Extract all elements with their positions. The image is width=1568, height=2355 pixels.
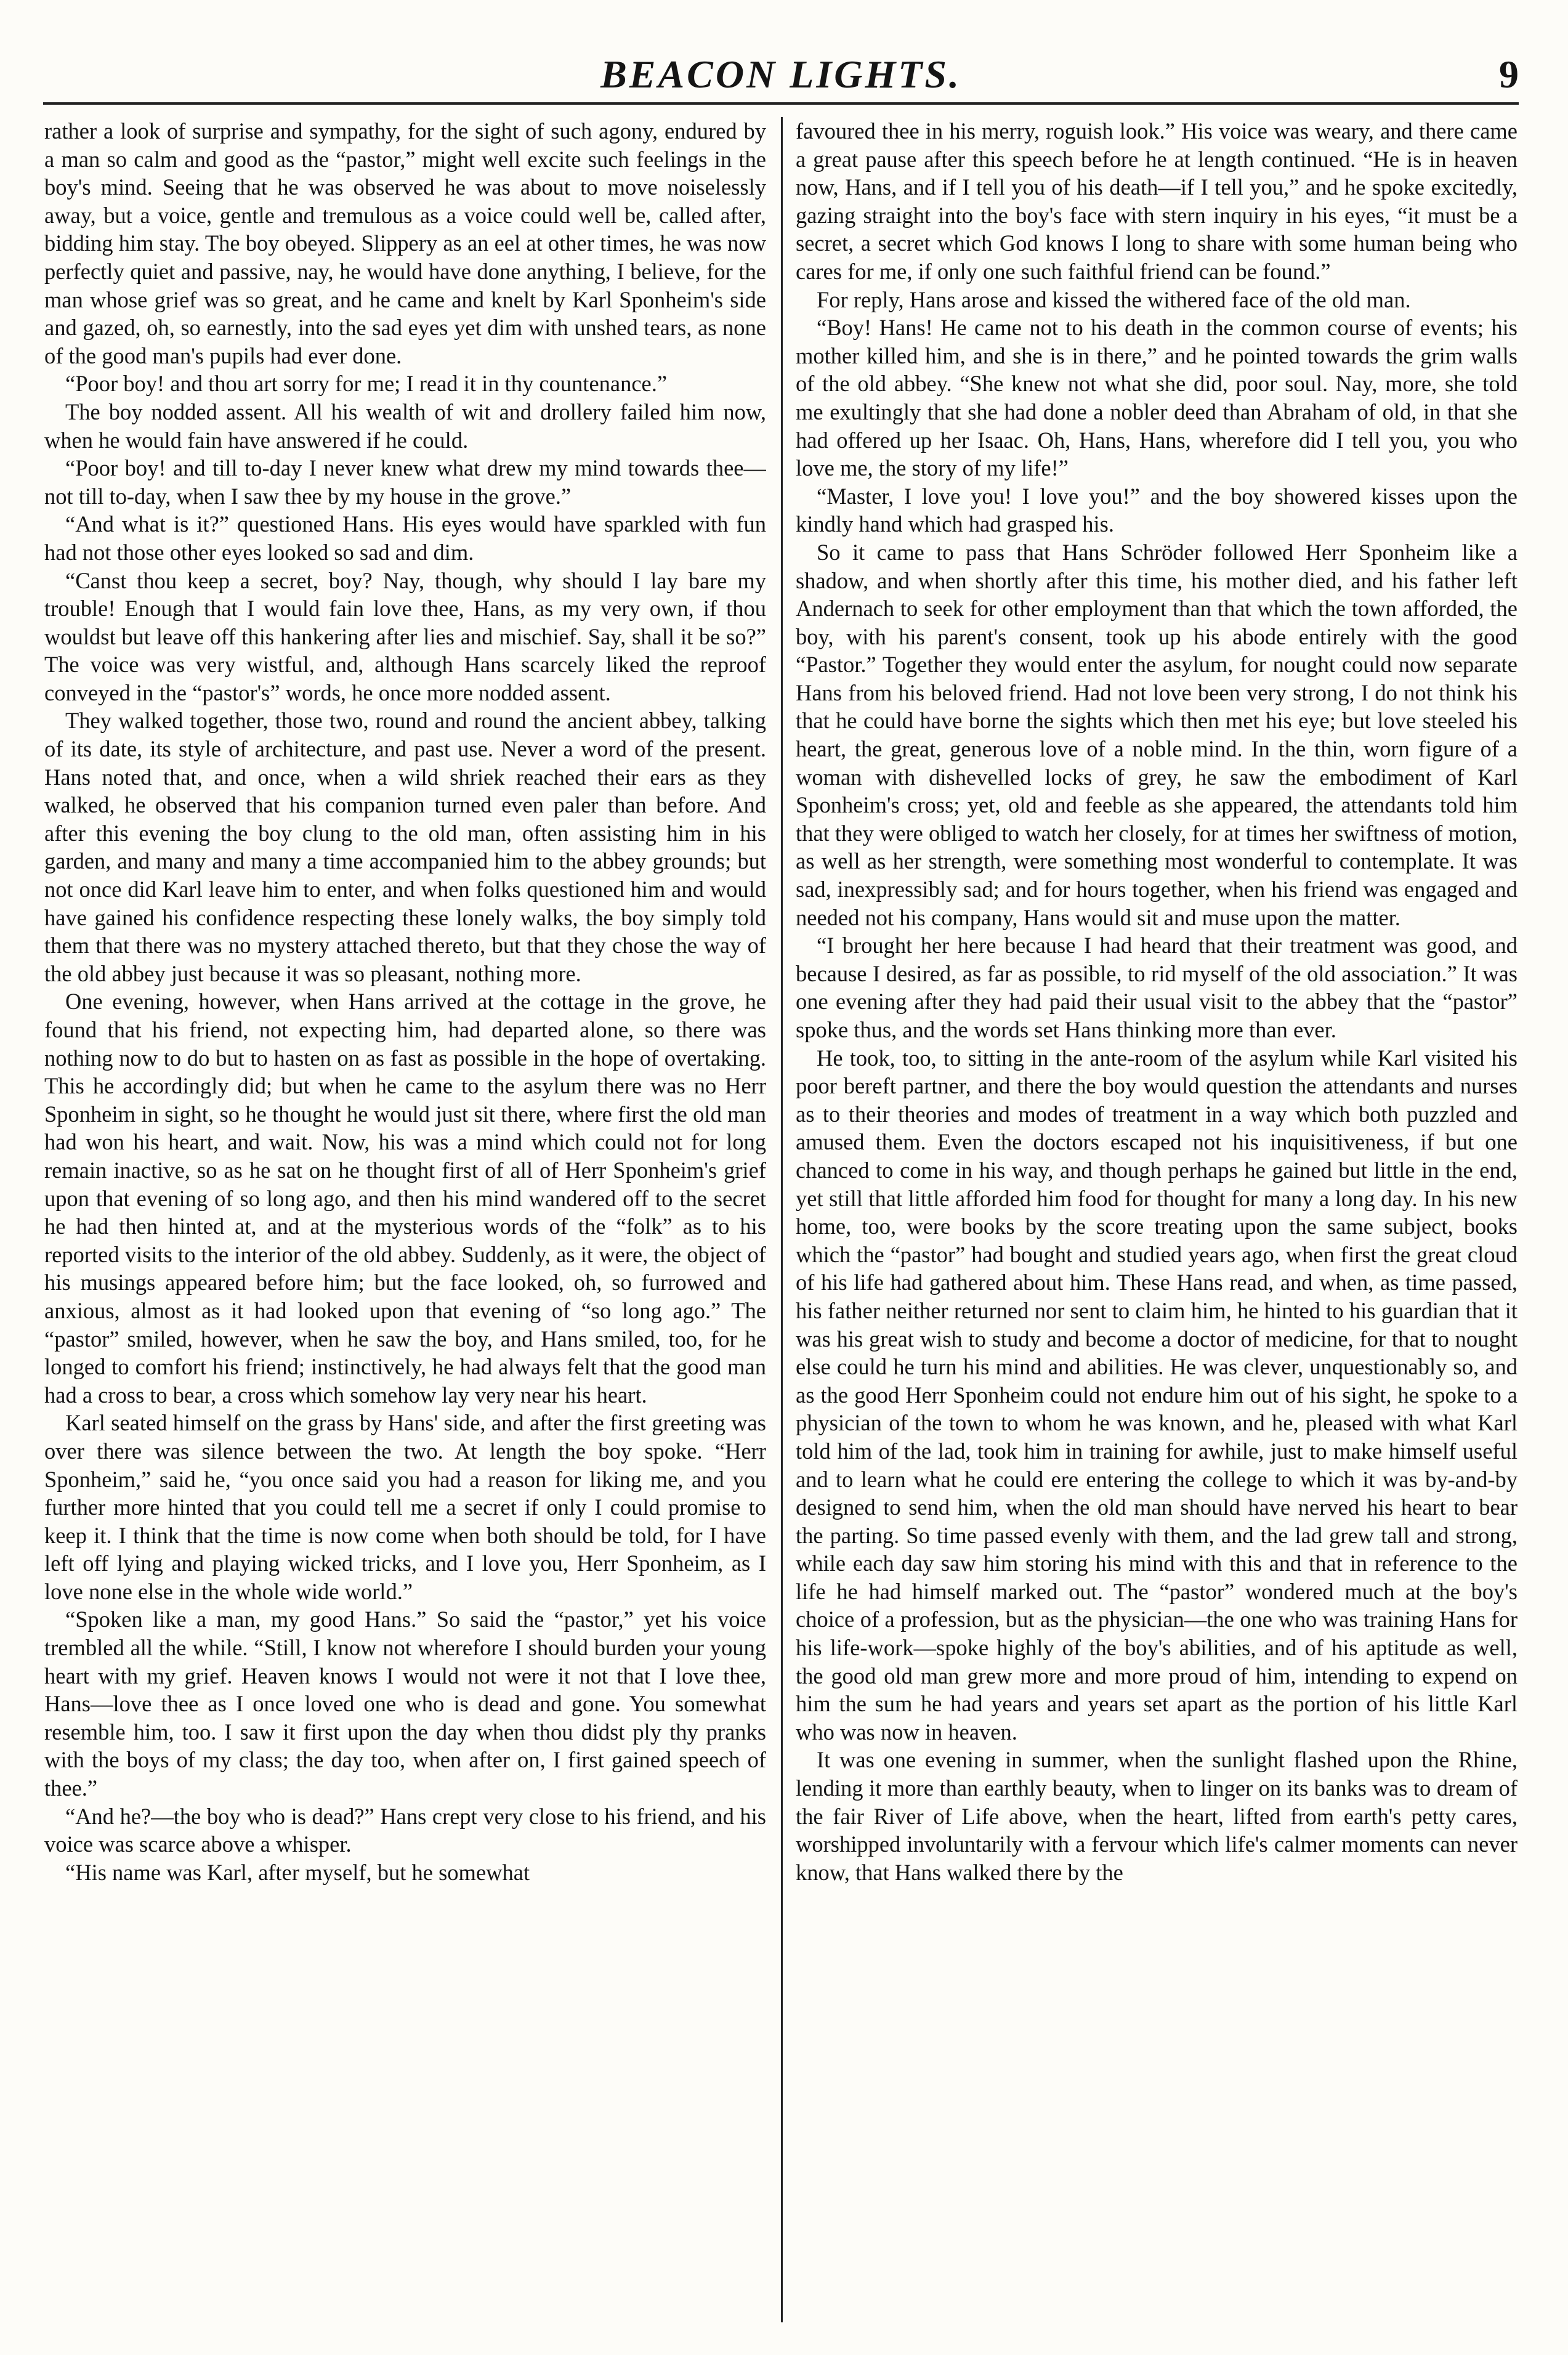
paragraph: He took, too, to sitting in the ante-room of the asylum while Karl visited his poor bereft partner, and there the boy would question the attendants and nurses as to their theories and modes of treatment in a way which both puzzled and amused them. Even the doctors escaped not his inquisitiveness, if but one chanced to come in his way, and though perhaps he gained but little in the end, yet still that little afforded him food for thought for many a long day. In his new home, too, were books by the score treating upon the same subject, books which the “pastor” had bought and studied years ago, when first the great cloud of his life had gathered about him. These Hans read, and when, as time passed, his father neither returned nor sent to claim him, he hinted to his guardian that it was his great wish to study and become a doctor of medicine, for that to nought else could he turn his mind and abilities. He was clever, unquestionably so, and as the good Herr Sponheim could not endure him out of his sight, he spoke to a physician of the town to whom he was known, and he, pleased with what Karl told him of the lad, took him in training for awhile, just to make himself useful and to learn what he could ere entering the college to which it was by-and-by designed to send him, when the old man should have nerved his heart to bear the parting. So time passed evenly with them, and the lad grew tall and strong, while each day saw him storing his mind with this and that in reference to the life he had himself marked out. The “pastor” wondered much at the boy's choice of a profession, but as the physician—the one who was training Hans for his life-work—spoke highly of the boy's abilities, and of his aptitude as well, the good old man grew more and more proud of him, intending to expend on him the sum he had years and years set apart as the portion of his little Karl who was now in heaven.	[796, 1045, 1517, 1745]
paragraph: “Poor boy! and thou art sorry for me; I read it in thy countenance.”	[65, 371, 668, 397]
left-column	[44, 117, 766, 2322]
paragraph: Karl seated himself on the grass by Hans' side, and after the first greeting was over there was silence between the two. At length the boy spoke. “Herr Sponheim,” said he, “you once said you had a reason for liking me, and you further more hinted that you could tell me a secret if only I could promise to keep it. I think that the time is now come when both should be told, for I have left off lying and playing wicked tricks, and I love you, Herr Sponheim, as I love none else in the whole wide world.”	[44, 1410, 766, 1604]
paragraph: “Canst thou keep a secret, boy? Nay, though, why should I lay bare my trouble! Enough that I would fain love thee, Hans, as my very own, if thou wouldst but leave off this hankering after lies and mischief. Say, shall it be so?” The voice was very wistful, and, although Hans scarcely liked the reproof conveyed in the “pastor's” words, he once more nodded assent.	[44, 567, 766, 705]
paragraph: “Spoken like a man, my good Hans.” So said the “pastor,” yet his voice trembled all the while. “Still, I know not wherefore I should burden your young heart with my grief. Heaven knows I would not were it not that I love thee, Hans—love thee as I once loved one who is dead and gone. You somewhat resemble him, too. I saw it first upon the day when thou didst ply thy pranks with the boys of my class; the day too, when after on, I first gained speech of thee.”	[44, 1607, 766, 1801]
header-rule	[43, 102, 1519, 105]
paragraph: It was one evening in summer, when the sunlight flashed upon the Rhine, lending it more than earthly beauty, when to linger on its banks was to dream of the fair River of Life above, when the heart, lifted from earth's petty cares, worshipped involuntarily with a fervour which life's calmer moments can never know, that Hans walked there by the	[796, 1747, 1517, 1885]
publication-title: BEACON LIGHTS.	[600, 52, 961, 96]
paragraph: So it came to pass that Hans Schröder followed Herr Sponheim like a shadow, and when shortly after this time, his mother died, and his father left Andernach to seek for other employment than that which the town afforded, the boy, with his parent's consent, took up his abode entirely with the good “Pastor.” Together they would enter the asylum, for nought could now separate Hans from his beloved friend. Had not love been very strong, I do not think his that he could have borne the sights which then met his eye; but love steeled his heart, the great, generous love of a noble mind. In the thin, worn figure of a woman with dishevelled locks of grey, he saw the embodiment of Karl Sponheim's cross; yet, old and feeble as she appeared, the attendants told him that they were obliged to watch her closely, for at times her swiftness of motion, as well as her strength, were something most wonderful to contemplate. It was sad, inexpressibly sad; and for hours together, when his friend was engaged and needed not his company, Hans would sit and muse upon the matter.	[796, 539, 1517, 930]
paragraph: For reply, Hans arose and kissed the withered face of the old man.	[817, 286, 1411, 312]
paragraph: “Boy! Hans! He came not to his death in the common course of events; his mother killed him, and she is in there,” and he pointed towards the grim walls of the old abbey. “She knew not what she did, poor soul. Nay, more, she told me exultingly that she had done a nobler deed than Abraham of old, in that she had offered up her Isaac. Oh, Hans, Hans, wherefore did I tell you, you who love me, the story of my life!”	[796, 315, 1517, 481]
paragraph: “His name was Karl, after myself, but he somewhat	[65, 1859, 530, 1885]
right-column	[796, 117, 1517, 2322]
page-number: 9	[1499, 52, 1519, 96]
paragraph: They walked together, those two, round and round the ancient abbey, talking of its date, its style of architecture, and past use. Never a word of the present. Hans noted that, and once, when a wild shriek reached their ears as they walked, he observed that his companion turned even paler than before. And after this evening the boy clung to the old man, often assisting him in his garden, and many and many a time accompanied him to the abbey grounds; but not once did Karl leave him to enter, and when folks questioned him and would have gained his confidence respecting these lonely walks, the boy simply told them that there was no mystery attached thereto, but that they chose the way of the old abbey just because it was so pleasant, nothing more.	[44, 708, 766, 986]
paragraph: “And what is it?” questioned Hans. His eyes would have sparkled with fun had not those other eyes looked so sad and dim.	[44, 511, 766, 565]
column-divider	[781, 117, 783, 2322]
paragraph: One evening, however, when Hans arrived at the cottage in the grove, he found that his friend, not expecting him, had departed alone, so there was nothing now to do but to hasten on as fast as possible in the hope of overtaking. This he accordingly did; but when he came to the asylum there was no Herr Sponheim in sight, so he thought he would just sit there, where first the old man had won his heart, and wait. Now, his was a mind which could not for long remain inactive, so as he sat on he thought first of all of Herr Sponheim's grief upon that evening of so long ago, and then his mind wandered off to the secret he had then hinted at, and at the mysterious words of the “folk” as to his reported visits to the interior of the old abbey. Suddenly, as it were, the object of his musings appeared before him; but the face looked, oh, so furrowed and anxious, almost as it had looked upon that evening of “so long ago.” The “pastor” smiled, however, when he saw the boy, and Hans smiled, too, for he longed to comfort his friend; instinctively, he had always felt that the good man had a cross to bear, a cross which somehow lay very near his heart.	[44, 989, 766, 1408]
paragraph: “I brought her here because I had heard that their treatment was good, and because I desired, as far as possible, to rid myself of the old association.” It was one evening after they had paid their usual visit to the abbey that the “pastor” spoke thus, and the words set Hans thinking more than ever.	[796, 933, 1517, 1042]
running-header	[43, 52, 1519, 108]
paragraph: “And he?—the boy who is dead?” Hans crept very close to his friend, and his voice was scarce above a whisper.	[44, 1803, 766, 1857]
paragraph: favoured thee in his merry, roguish look.” His voice was weary, and there came a great pause after this speech before he at length continued. “He is in heaven now, Hans, and if I tell you of his death—if I tell you,” and he spoke excitedly, gazing straight into the boy's face with stern inquiry in his eyes, “it must be a secret, a secret which God knows I long to share with some human being who cares for me, if only one such faithful friend can be found.”	[796, 118, 1517, 284]
paragraph: rather a look of surprise and sympathy, for the sight of such agony, endured by a man so calm and good as the “pastor,” might well excite such feelings in the boy's mind. Seeing that he was observed he was about to move noiselessly away, but a voice, gentle and tremulous as a voice could well be, called after, bidding him stay. The boy obeyed. Slippery as an eel at other times, he was now perfectly quiet and passive, nay, he would have done anything, I believe, for the man whose grief was so great, and he came and knelt by Karl Sponheim's side and gazed, oh, so earnestly, into the sad eyes yet dim with unshed tears, as none of the good man's pupils had ever done.	[44, 118, 766, 368]
paragraph: “Poor boy! and till to-day I never knew what drew my mind towards thee—not till to-day, when I saw thee by my house in the grove.”	[44, 455, 766, 509]
paragraph: “Master, I love you! I love you!” and the boy showered kisses upon the kindly hand which had grasped his.	[796, 483, 1517, 537]
paragraph: The boy nodded assent. All his wealth of wit and drollery failed him now, when he would fain have answered if he could.	[44, 399, 766, 453]
